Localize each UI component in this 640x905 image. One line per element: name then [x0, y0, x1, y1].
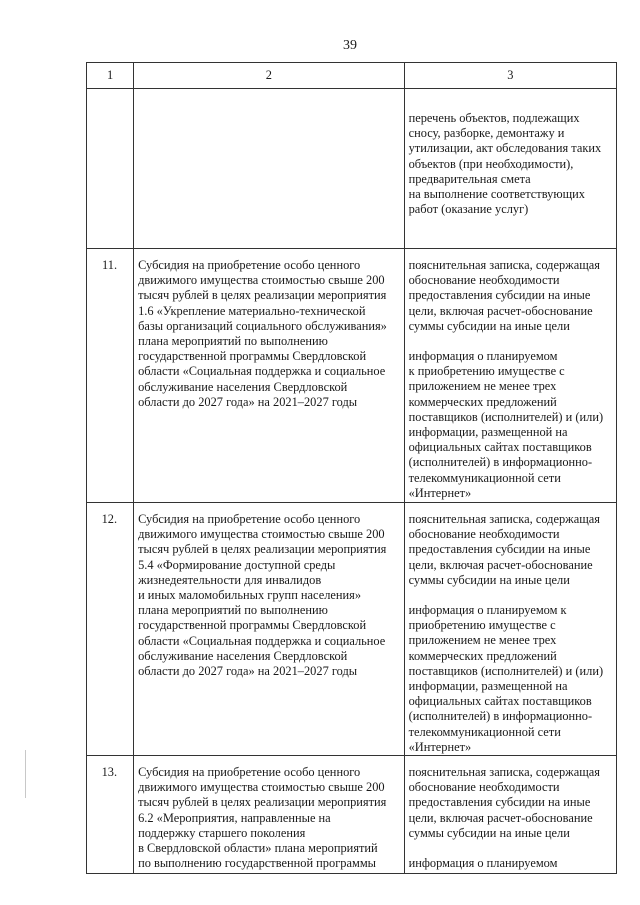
page-number: 39: [343, 38, 357, 53]
text-line: обоснование необходимости: [408, 780, 560, 795]
text-line: на выполнение соответствующих: [408, 187, 585, 202]
text-line: поставщиков (исполнителей) и (или): [408, 663, 604, 678]
text-line: работ (оказание услуг): [408, 202, 529, 217]
text-line: области «Социальная поддержка и социальное: [138, 633, 386, 648]
table-row: [87, 503, 617, 756]
text-line: плана мероприятий по выполнению: [138, 334, 328, 349]
text-line: пояснительная записка, содержащая: [408, 512, 600, 526]
text-line: Субсидия на приобретение особо ценного: [138, 765, 361, 780]
text-line: плана мероприятий по выполнению: [138, 603, 328, 618]
row-number: [87, 89, 134, 249]
text-line: суммы субсидии на иные цели: [408, 825, 570, 840]
table-header-row: [87, 63, 617, 89]
row-documents: [404, 756, 616, 874]
text-line: предоставления субсидии на иные: [408, 542, 591, 557]
text-line: тысяч рублей в целях реализации мероприятия: [138, 795, 387, 810]
text-line: коммерческих предложений: [408, 648, 557, 663]
row-description: [134, 89, 405, 249]
text-line: цели, включая расчет-обоснование: [408, 810, 593, 825]
text-line: предварительная смета: [408, 171, 531, 186]
text-line: жизнедеятельности для инвалидов: [138, 572, 322, 587]
text-line: Субсидия на приобретение особо ценного: [138, 258, 361, 272]
document-table: [86, 62, 617, 874]
text-line: перечень объектов, подлежащих: [408, 111, 580, 125]
text-line: обслуживание населения Свердловской: [138, 648, 348, 663]
row-description: [134, 503, 405, 756]
text-line: официальных сайтах поставщиков: [408, 694, 592, 709]
text-line: информация о планируемом: [408, 856, 558, 871]
text-line: приобретению имуществе с: [408, 618, 556, 633]
text-line: области до 2027 года» на 2021–2027 годы: [138, 394, 358, 409]
row-number: 12.: [87, 503, 134, 756]
text-line: суммы субсидии на иные цели: [408, 572, 570, 587]
text-line: официальных сайтах поставщиков: [408, 440, 592, 455]
text-line: (исполнителей) в информационно-: [408, 455, 593, 470]
text-line: Субсидия на приобретение особо ценного: [138, 512, 361, 526]
text-line: государственной программы Свердловской: [138, 618, 367, 633]
paragraph-gap: [409, 841, 612, 856]
scan-margin-mark: [25, 750, 26, 798]
text-line: пояснительная записка, содержащая: [408, 258, 600, 272]
text-line: обоснование необходимости: [408, 527, 560, 542]
header-col-1: 1: [87, 63, 134, 89]
text-line: обслуживание населения Свердловской: [138, 379, 348, 394]
text-line: тысяч рублей в целях реализации мероприятия: [138, 288, 387, 303]
text-line: обоснование необходимости: [408, 273, 560, 288]
text-line: 5.4 «Формирование доступной среды: [138, 557, 336, 572]
text-line: по выполнению государственной программы: [138, 856, 376, 871]
table-row: [87, 89, 617, 249]
text-line: коммерческих предложений: [408, 394, 557, 409]
text-line: базы организаций социального обслуживания»: [138, 318, 387, 333]
text-line: объектов (при необходимости),: [408, 156, 574, 171]
text-line: цели, включая расчет-обоснование: [408, 557, 593, 572]
row-number: 11.: [87, 249, 134, 503]
row-documents: [404, 89, 616, 249]
paragraph-gap: [409, 334, 612, 349]
row-documents: [404, 503, 616, 756]
text-line: 6.2 «Мероприятия, направленные на: [138, 810, 331, 825]
text-line: поставщиков (исполнителей) и (или): [408, 409, 604, 424]
text-line: цели, включая расчет-обоснование: [408, 303, 593, 318]
text-line: в Свердловской области» плана мероприятий: [138, 841, 378, 856]
text-line: «Интернет»: [408, 485, 472, 500]
text-line: сносу, разборке, демонтажу и: [408, 126, 565, 141]
header-col-2: 2: [134, 63, 405, 89]
text-line: «Интернет»: [408, 739, 472, 754]
header-col-3: 3: [404, 63, 616, 89]
text-line: движимого имущества стоимостью свыше 200: [138, 780, 385, 795]
text-line: предоставления субсидии на иные: [408, 288, 591, 303]
text-line: движимого имущества стоимостью свыше 200: [138, 273, 385, 288]
text-line: поддержку старшего поколения: [138, 825, 306, 840]
text-line: тысяч рублей в целях реализации мероприятия: [138, 542, 387, 557]
text-line: области до 2027 года» на 2021–2027 годы: [138, 664, 358, 679]
text-line: пояснительная записка, содержащая: [408, 765, 600, 780]
table-row: [87, 756, 617, 874]
text-line: суммы субсидии на иные цели: [408, 318, 570, 333]
text-line: движимого имущества стоимостью свыше 200: [138, 527, 385, 542]
row-number: 13.: [87, 756, 134, 874]
paragraph-gap: [409, 588, 612, 603]
text-line: государственной программы Свердловской: [138, 349, 367, 364]
text-line: предоставления субсидии на иные: [408, 795, 591, 810]
text-line: области «Социальная поддержка и социальное: [138, 364, 386, 379]
text-line: к приобретению имуществе с: [408, 364, 565, 379]
text-line: (исполнителей) в информационно-: [408, 709, 593, 724]
row-description: [134, 249, 405, 503]
text-line: телекоммуникационной сети: [408, 724, 561, 739]
text-line: и иных маломобильных групп населения»: [138, 588, 362, 603]
row-documents: [404, 249, 616, 503]
text-line: 1.6 «Укрепление материально-технической: [138, 303, 366, 318]
text-line: приложением не менее трех: [408, 379, 557, 394]
text-line: информация о планируемом к: [408, 603, 567, 618]
text-line: информации, размещенной на: [408, 425, 568, 440]
text-line: утилизации, акт обследования таких: [408, 141, 602, 156]
text-line: информации, размещенной на: [408, 679, 568, 694]
text-line: телекоммуникационной сети: [408, 470, 561, 485]
text-line: приложением не менее трех: [408, 633, 557, 648]
text-line: информация о планируемом: [408, 349, 558, 364]
row-description: [134, 756, 405, 874]
table-row: [87, 249, 617, 503]
